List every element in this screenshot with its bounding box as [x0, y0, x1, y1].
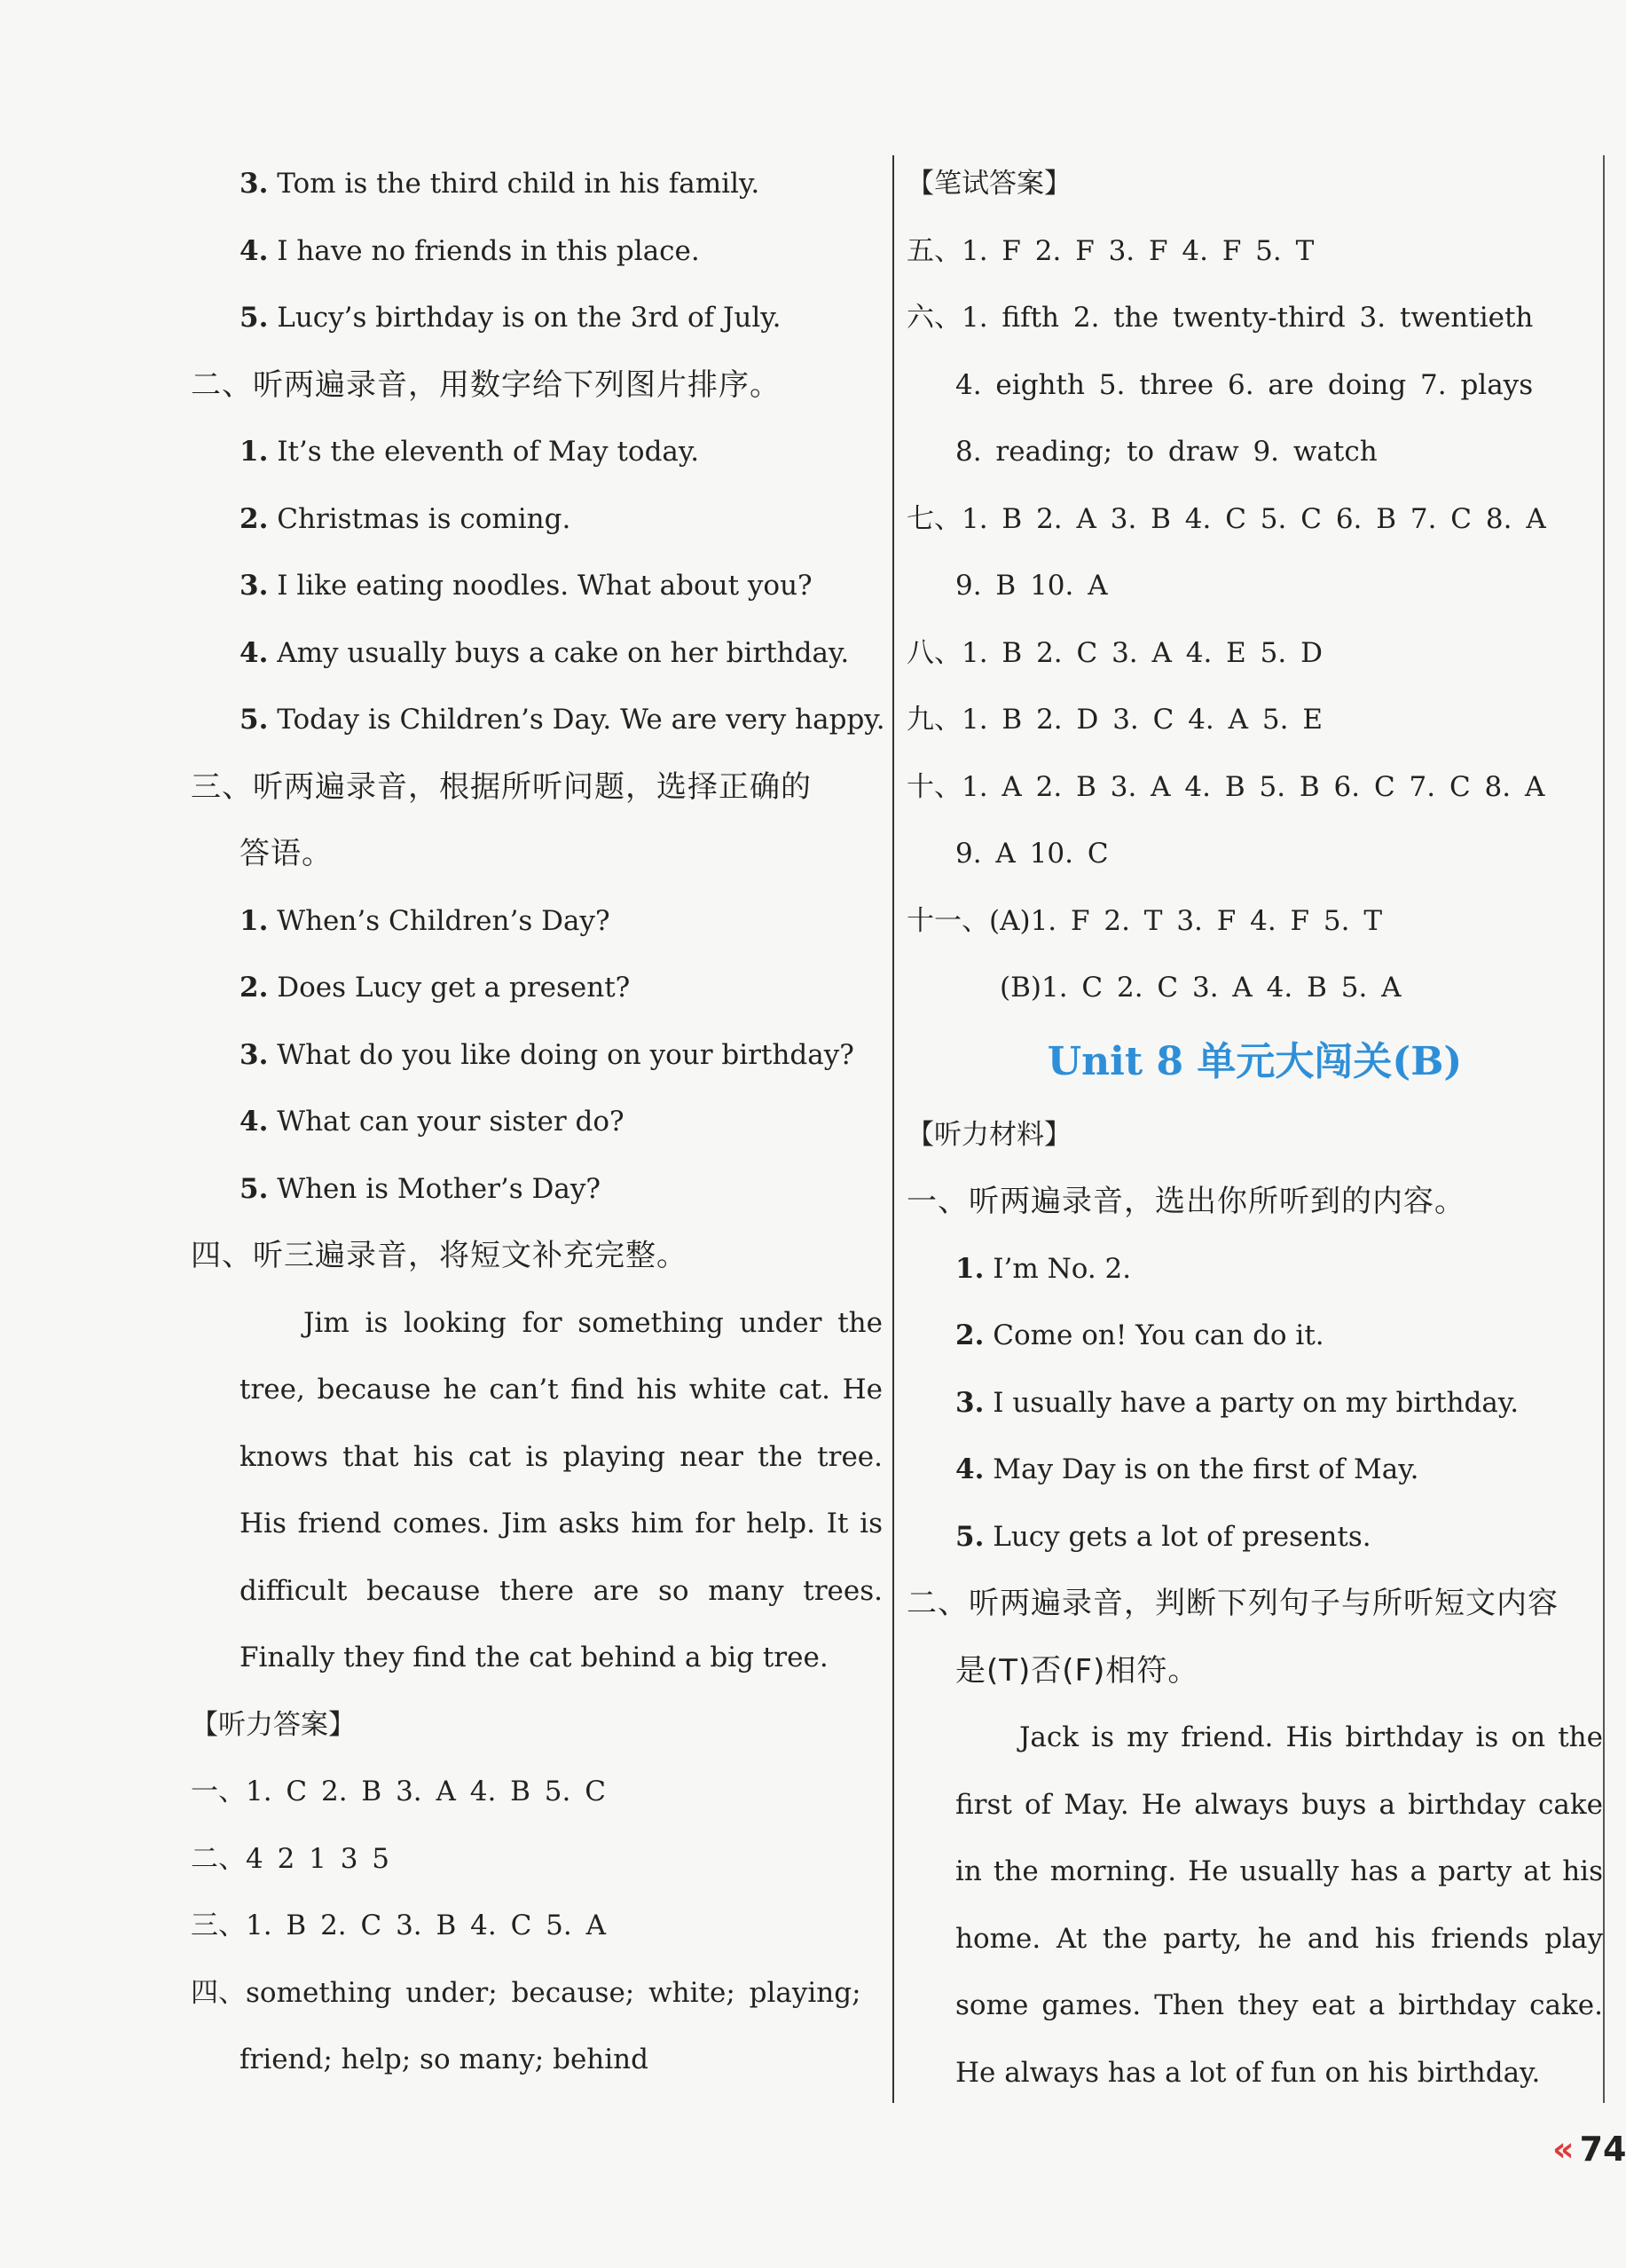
answer-row: 九、1. B 2. D 3. C 4. A 5. E [907, 704, 1323, 736]
answer-row: 9. B 10. A [955, 570, 1108, 602]
answer-row: 十一、(A)1. F 2. T 3. F 4. F 5. T [907, 904, 1383, 937]
answer-row: 4. eighth 5. three 6. are doing 7. plays [955, 368, 1534, 401]
list-item: 5. Today is Children’s Day. We are very happy. [240, 704, 885, 736]
column-divider [892, 155, 894, 2103]
list-item: 3. I usually have a party on my birthday. [955, 1386, 1520, 1419]
answer-row: (B)1. C 2. C 3. A 4. B 5. A [1000, 972, 1402, 1004]
list-item: 3. I like eating noodles. What about you? [240, 570, 813, 602]
answer-row: 六、1. fifth 2. the twenty-third 3. twentieth [907, 302, 1534, 334]
section-heading-4: 四、听三遍录音，将短文补充完整。 [191, 1238, 687, 1273]
passage [191, 1290, 883, 1692]
list-item: 2. Christmas is coming. [240, 502, 571, 535]
list-item: 1. It’s the eleventh of May today. [240, 436, 700, 468]
section-heading-2-right: 二、听两遍录音，判断下列句子与所听短文内容 [907, 1586, 1559, 1621]
page-edge-rule [1603, 155, 1605, 2103]
answer-row: 三、1. B 2. C 3. B 4. C 5. A [191, 1910, 606, 1941]
section-heading-2: 二、听两遍录音，用数字给下列图片排序。 [191, 366, 781, 403]
listening-answers-tag: 【听力答案】 [191, 1708, 356, 1741]
double-chevron-left-icon: « [1552, 2130, 1575, 2169]
listening-material-tag: 【听力材料】 [907, 1118, 1072, 1151]
list-item: 4. What can your sister do? [240, 1106, 624, 1138]
list-item: 2. Does Lucy get a present? [240, 972, 631, 1004]
section-heading-1: 一、听两遍录音，选出你所听到的内容。 [907, 1184, 1465, 1219]
list-item: 2. Come on! You can do it. [955, 1319, 1324, 1351]
section-heading-3-cont: 答语。 [240, 836, 333, 871]
answer-row: 一、1. C 2. B 3. A 4. B 5. C [191, 1776, 606, 1807]
list-item: 1. When’s Children’s Day? [240, 904, 610, 937]
list-item: 4. May Day is on the first of May. [955, 1453, 1419, 1485]
page-number: « 74 [1552, 2130, 1626, 2169]
passage [907, 1705, 1603, 2107]
unit-title: Unit 8 单元大闯关(B) [1047, 1038, 1463, 1084]
section-heading-2-right-cont: 是(T)否(F)相符。 [955, 1652, 1199, 1689]
answer-row: 十、1. A 2. B 3. A 4. B 5. B 6. C 7. C 8. A [907, 770, 1545, 803]
answer-row: 8. reading; to draw 9. watch [955, 436, 1378, 468]
answer-row: 9. A 10. C [955, 838, 1109, 870]
list-item: 5. Lucy’s birthday is on the 3rd of July. [240, 302, 782, 334]
answer-row-cont: friend; help; so many; behind [240, 2044, 648, 2075]
list-item: 3. What do you like doing on your birthday? [240, 1038, 854, 1071]
list-item: 3. Tom is the third child in his family. [240, 168, 760, 200]
list-item: 4. I have no friends in this place. [240, 234, 700, 267]
right-column [907, 151, 1603, 2107]
passage-text: Jack is my friend. His birthday is on the first of May. He always buys a birthday cake in the morning. He usually has a party at his home. At the party, he and his friends play some games. Then they eat a birthday cake. He always has a lot of fun on his birthday. [955, 1721, 1603, 2089]
left-column [191, 151, 883, 2094]
list-item: 4. Amy usually buys a cake on her birthday. [240, 636, 850, 669]
passage-text: Jim is looking for something under the tree, because he can’t find his white cat. He knows that his cat is playing near the tree. His friend comes. Jim asks him for help. It is difficult because there are so many trees. Finally they find the cat behind a big tree. [240, 1306, 883, 1673]
answer-row: 五、1. F 2. F 3. F 4. F 5. T [907, 234, 1315, 267]
section-heading-3: 三、听两遍录音，根据所听问题，选择正确的 [191, 768, 812, 805]
written-answers-tag: 【笔试答案】 [907, 168, 1072, 200]
list-item: 1. I’m No. 2. [955, 1252, 1132, 1285]
answer-row: 七、1. B 2. A 3. B 4. C 5. C 6. B 7. C 8. A [907, 502, 1546, 535]
answer-row: 四、something under; because; white; playing; [191, 1976, 861, 2009]
answer-row: 二、4 2 1 3 5 [191, 1842, 390, 1875]
list-item: 5. Lucy gets a lot of presents. [955, 1520, 1371, 1553]
list-item: 5. When is Mother’s Day? [240, 1172, 601, 1205]
answer-row: 八、1. B 2. C 3. A 4. E 5. D [907, 636, 1323, 669]
